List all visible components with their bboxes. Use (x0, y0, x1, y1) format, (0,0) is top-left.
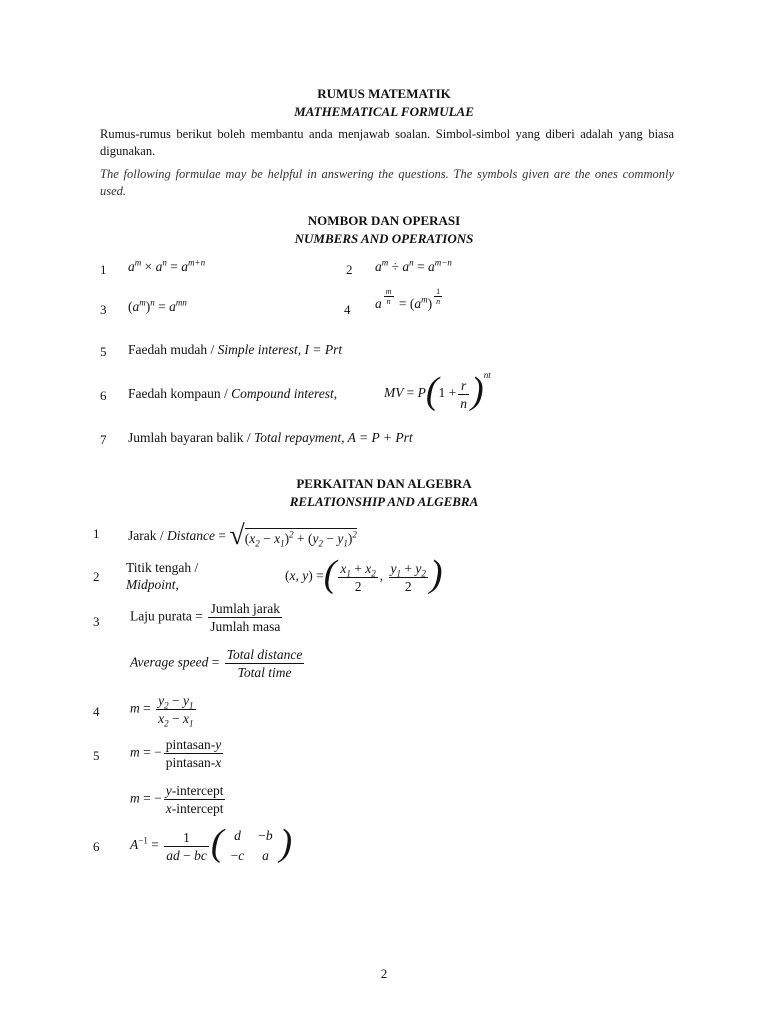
formula-number: 2 (93, 569, 100, 584)
intercept-top-en: -intercept (171, 783, 224, 798)
intercept-bottom-ms: pintasan- (165, 755, 216, 770)
gradient-intercept-ms: m = − $\frac{\text{pintasan-y}}{\text{pintasan-x}}$ (130, 737, 222, 770)
distance-label-ms: Jarak / (128, 528, 167, 544)
formula-number: 5 (93, 748, 100, 763)
formula-number: 4 (93, 704, 100, 719)
total-repayment-label-ms: Jumlah bayaran balik / (128, 430, 254, 445)
intro-ms: Rumus-rumus berikut boleh membantu anda menjawab soalan. Simbol-simbol yang diberi adalah yang biasa digunakan. (100, 127, 674, 158)
total-repayment-label-en: Total repayment (253, 430, 342, 445)
compound-interest-label-en: Compound interest (231, 386, 334, 401)
midpoint-formula: (x, y) =( $\frac{x_1 + x_2}{2}$ , $\frac{y_1 + y_2}{2}$ ) (285, 553, 443, 595)
average-speed-label-ms: Laju purata (130, 608, 192, 624)
formula-index-multiply: $a^m \times a^n = a^{m+n}$ (128, 257, 206, 274)
average-speed-en-formula: Average speed = $\frac{\text{Total distance}}{\text{Total time}}$ (130, 647, 303, 680)
formula-number: 3 (100, 302, 107, 317)
title-en: MATHEMATICAL FORMULAE (294, 104, 474, 119)
midpoint-label-ms: Titik tengah / (126, 560, 199, 575)
frac-top-en: Total distance (226, 647, 303, 662)
intercept-top-ms: pintasan- (165, 737, 216, 752)
title-ms: RUMUS MATEMATIK (317, 86, 451, 101)
average-speed-label-en: Average speed (130, 654, 209, 670)
formula-number: 5 (100, 344, 107, 359)
section2-title-en: RELATIONSHIP AND ALGEBRA (289, 494, 479, 509)
frac-top-ms: Jumlah jarak (208, 600, 282, 618)
distance-label-en: Distance (166, 528, 215, 544)
midpoint-label-en: Midpoint, (126, 577, 179, 592)
frac-bottom-ms: Jumlah masa (210, 619, 281, 634)
compound-interest-row (128, 386, 337, 402)
section1-title-ms: NOMBOR DAN OPERASI (307, 213, 461, 228)
frac-bottom-en: Total time (237, 665, 292, 680)
formula-number: 4 (344, 302, 351, 317)
formula-index-divide: $a^m \div a^n = a^{m-n}$ (375, 257, 452, 274)
compound-interest-formula: MV = P(1 + $\frac{r}{n}$ )$^{nt}$ (384, 369, 491, 412)
formula-number: 1 (93, 526, 100, 541)
section2-title-ms: PERKAITAN DAN ALGEBRA (296, 476, 472, 491)
gradient-intercept-en: m = − $\frac{\text{y-intercept}}{\text{x-intercept}}$ (130, 783, 224, 816)
gradient-formula: m = $\frac{y_2 - y_1}{x_2 - x_1}$ (130, 693, 194, 729)
formula-number: 1 (100, 262, 107, 277)
simple-interest-row (128, 342, 342, 358)
formula-fractional-index: a $^{\frac{m}{n}}$ = $(a^m)$ $^{\frac{1}{n}}$ (375, 287, 441, 312)
intro-en: The following formulae may be helpful in answering the questions. The symbols given are the ones commonly used. (100, 167, 674, 198)
formula-number: 7 (100, 432, 107, 447)
intercept-bottom-en: -intercept (171, 801, 224, 816)
section1-title-en: NUMBERS AND OPERATIONS (294, 231, 474, 246)
compound-interest-label-ms: Faedah kompaun / (128, 386, 232, 401)
compound-interest-comma: , (333, 386, 338, 401)
average-speed-ms-formula: Laju purata = $\frac{\text{Jumlah jarak}}{\text{Jumlah masa}}$ (130, 601, 281, 634)
page-number: 2 (380, 966, 388, 981)
simple-interest-label-ms: Faedah mudah / (128, 342, 218, 357)
simple-interest-formula: , I = Prt (297, 342, 343, 357)
distance-formula: Jarak / Distance = $√(x_2 - x_1)^2 + (y_2 - y_1)^2$ (128, 520, 357, 551)
total-repayment-row (128, 430, 413, 446)
formula-power-of-power: $(a^m)^n = a^{mn}$ (128, 297, 187, 314)
formula-number: 2 (346, 262, 353, 277)
simple-interest-label-en: Simple interest (217, 342, 298, 357)
formula-number: 6 (100, 388, 107, 403)
formula-number: 3 (93, 614, 100, 629)
inverse-matrix-formula: $A^{-1}$ = $\frac{1}{ad - bc}$ ( d −b −c a ) (130, 822, 293, 864)
formula-number: 6 (93, 839, 100, 854)
total-repayment-formula: , A = P + Prt (341, 430, 413, 445)
